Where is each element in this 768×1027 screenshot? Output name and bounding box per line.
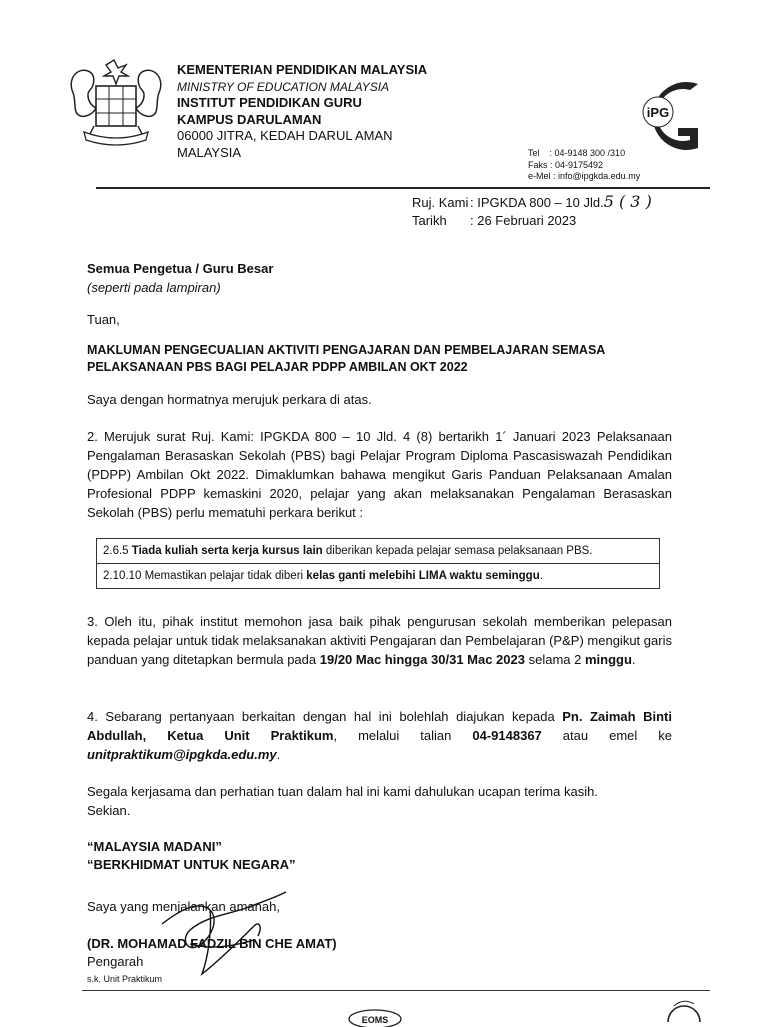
guideline-row (97, 563, 659, 588)
subject-line-1: MAKLUMAN PENGECUALIAN AKTIVITI PENGAJARAN DAN PEMBELAJARAN SEMASA (87, 343, 606, 357)
letter-date (412, 212, 652, 230)
salutation: Tuan, (87, 312, 120, 327)
paragraph-4 (87, 707, 672, 764)
certification-mark-icon (660, 998, 704, 1024)
paragraph-5 (87, 782, 672, 820)
date-label: Tarikh (412, 213, 447, 228)
paragraph-2: 2. Merujuk surat Ruj. Kami: IPGKDA 800 – 10 Jld. 4 (8) bertarikh 1´ Januari 2023 Pelaksanaan Pengalaman Berasaskan Sekolah (PBS) bagi Pelajar Program Diploma Pascasiswazah Pendidikan (PDPP) Ambilan Okt 2022. Dimaklumkan bahawa mengikut Garis Panduan Pelaksanaan Amalan Profesional PDPP kemaskini 2020, pelajar yang akan melaksanakan Pengalaman Berasaskan Sekolah (PBS) perlu mematuhi perkara berikut : (87, 429, 672, 520)
guideline-emphasis: kelas ganti melebihi LIMA waktu seminggu (306, 570, 540, 582)
reference-value: : IPGKDA 800 – 10 Jld. (470, 195, 604, 210)
date-value: : 26 Februari 2023 (470, 213, 577, 228)
contact-email: unitpraktikum@ipgkda.edu.my (87, 747, 277, 762)
recipient-name: Semua Pengetua / Guru Besar (87, 261, 274, 276)
recipient-note: (seperti pada lampiran) (87, 280, 221, 295)
letter-subject (87, 342, 672, 376)
footer-divider (82, 990, 710, 991)
ministry-name: KEMENTERIAN PENDIDIKAN MALAYSIA (177, 62, 428, 77)
contact-info (528, 148, 640, 183)
address-country: MALAYSIA (177, 144, 242, 160)
contact-person: Pn. Zaimah Binti Abdullah, Ketua Unit Praktikum (87, 709, 672, 743)
guideline-number: 2.6.5 (103, 545, 132, 557)
email: e-Mel : info@ipgkda.edu.my (528, 171, 641, 181)
guideline-box (96, 538, 660, 589)
motto-block (87, 838, 672, 874)
guideline-text: 2.10.10 Memastikan pelajar tidak diberi (103, 570, 307, 582)
paragraph-text: atau emel ke (541, 728, 672, 743)
malaysia-coat-of-arms-icon (66, 56, 166, 148)
paragraph-text: 3. Oleh itu, pihak institut memohon jasa baik pihak pengurusan sekolah memberikan pelepasan kepada pelajar untuk tidak melaksanakan aktiviti Pengajaran dan Pembelajaran (P&P) mengikut garis panduan yang ditetapkan bermula pada (87, 614, 672, 667)
guideline-emphasis: Tiada kuliah serta kerja kursus lain (131, 545, 323, 557)
address-line: 06000 JITRA, KEDAH DARUL AMAN (177, 128, 393, 144)
eoms-badge-text: EOMS (361, 1015, 389, 1025)
carbon-copy: s.k. Unit Praktikum (87, 974, 163, 984)
header-divider (96, 187, 710, 189)
letterhead (177, 62, 427, 162)
recipient (87, 259, 672, 297)
paragraph-1: Saya dengan hormatnya merujuk perkara di atas. (87, 392, 372, 407)
institute-name: INSTITUT PENDIDIKAN GURU (177, 95, 362, 111)
fax: Faks : 04-9175492 (528, 159, 604, 170)
reference-label: Ruj. Kami (412, 195, 469, 210)
paragraph-3 (87, 612, 672, 669)
date-range: 19/20 Mac hingga 30/31 Mac 2023 (319, 652, 525, 667)
ipg-logo-text: iPG (646, 105, 670, 120)
motto-madani: “MALAYSIA MADANI” (87, 839, 222, 854)
subject-line-2: PELAKSANAAN PBS BAGI PELAJAR PDPP AMBILAN OKT 2022 (87, 360, 468, 374)
duration: minggu (584, 652, 632, 667)
paragraph-text: . (631, 652, 636, 667)
guideline-row (97, 539, 659, 563)
paragraph-text: . (276, 747, 281, 762)
sekian-line: Sekian. (87, 803, 131, 818)
telephone: Tel : 04-9148 300 /310 (528, 148, 626, 158)
paragraph-text: selama 2 (524, 652, 585, 667)
paragraph-text: 4. Sebarang pertanyaan berkaitan dengan hal ini bolehlah diajukan kepada (87, 709, 563, 724)
signatory-name: (DR. MOHAMAD FADZIL BIN CHE AMAT) (87, 936, 337, 951)
thanks-line: Segala kerjasama dan perhatian tuan dalam hal ini kami dahulukan ucapan terima kasih. (87, 784, 598, 799)
motto-berkhidmat: “BERKHIDMAT UNTUK NEGARA” (87, 857, 296, 872)
paragraph-text: , melalui talian (333, 728, 473, 743)
guideline-text: diberikan kepada pelajar semasa pelaksanaan PBS. (322, 545, 593, 557)
campus-name: KAMPUS DARULAMAN (177, 111, 322, 127)
closing-line: Saya yang menjalankan amanah, (87, 899, 280, 914)
reference-block (412, 193, 652, 230)
guideline-text: . (539, 570, 543, 582)
ministry-name-english: MINISTRY OF EDUCATION MALAYSIA (177, 79, 390, 94)
ipg-logo-icon (632, 74, 700, 154)
signatory-title: Pengarah (87, 954, 144, 969)
reference-handwritten: 5 ( 3 ) (603, 192, 652, 211)
reference-number (412, 193, 652, 212)
contact-phone: 04-9148367 (472, 728, 542, 743)
